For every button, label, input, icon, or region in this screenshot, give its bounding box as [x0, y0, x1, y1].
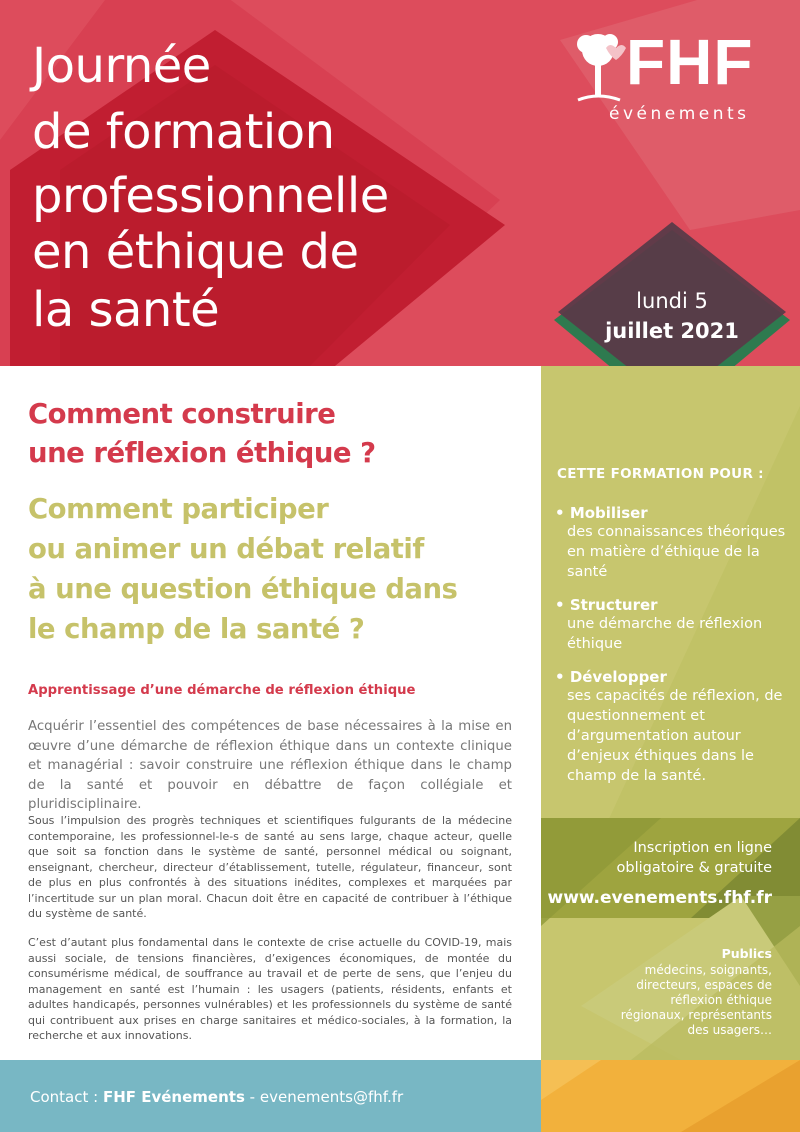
title-line-2: de formation	[32, 104, 335, 160]
question-2-line-2: ou animer un débat relatif	[28, 533, 424, 565]
event-date-day: lundi 5	[636, 289, 708, 313]
objective-item: • Développer ses capacités de réflexion, de questionnement et d’argumentation autour d’enjeux éthiques dans le champ de la santé.	[555, 668, 795, 786]
contact-separator: -	[249, 1088, 256, 1106]
footer-accent	[541, 1060, 800, 1132]
footer-contact-bar	[0, 1060, 541, 1132]
objective-item: • Structurer une démarche de réflexion éthique	[555, 596, 795, 654]
title-line-4: en éthique de	[32, 224, 359, 280]
footer-accent-pattern	[541, 1060, 800, 1132]
logo-subtitle: événements	[609, 104, 750, 124]
objective-title: Mobiliser	[569, 504, 648, 522]
body-paragraph-1: Sous l’impulsion des progrès techniques et scientifiques fulgurants de la médecine contemporaine, les professionnel-le-s de santé au sens large, chaque acteur, quelle que soit sa fonction dans le système de santé, personnel médical ou soignant, enseignant, chercheur, directeur d’établissement, tutelle, régulateur, financeur, sont de plus en plus confrontés à des situations inédites, complexes et marquées par l’incertitude sur un plan moral. Chacun doit être en capacité de contribuer à l’éthique du système de santé.	[28, 814, 512, 920]
objective-body: des connaissances théoriques en matière d’éthique de la santé	[567, 524, 786, 580]
logo-fhf: FHF	[626, 26, 754, 98]
publics-title: Publics	[721, 946, 772, 961]
sidebar-heading: CETTE FORMATION POUR :	[557, 466, 764, 482]
sidebar	[541, 366, 800, 1060]
objective-title: Structurer	[569, 596, 658, 614]
title-line-3: professionnelle	[32, 168, 389, 224]
website-link[interactable]: www.evenements.fhf.fr	[547, 888, 772, 908]
title-line-5: la santé	[32, 282, 220, 338]
question-1-line-2: une réflexion éthique ?	[28, 437, 376, 469]
contact-label: Contact :	[30, 1088, 99, 1106]
title-line-1: Journée	[32, 38, 211, 94]
header-banner	[0, 0, 800, 366]
contact-line	[30, 1088, 403, 1106]
question-1-line-1: Comment construire	[28, 398, 336, 430]
publics-list: médecins, soignants, directeurs, espaces de réflexion éthique régionaux, représentants des usagers…	[620, 963, 772, 1037]
body-paragraph-2: C’est d’autant plus fondamental dans le contexte de crise actuelle du COVID-19, mais aussi sociale, de tensions financières, d’exigences économiques, de montée du consumérisme médical, de souffrance au travail et de perte de sens, que l’enjeu du management en santé est l’humain : les usagers (patients, résidents, enfants et adultes handicapés, personnes vulnérables) et les professionnels du système de santé qui contribuent aux prises en charge sanitaires et médico-sociales, à la formation, la recherche et aux innovations.	[28, 936, 512, 1042]
question-2-line-1: Comment participer	[28, 493, 329, 525]
event-date-month: juillet 2021	[605, 319, 739, 343]
objectives-list	[555, 504, 795, 800]
inscription-line-1: Inscription en ligne	[633, 840, 772, 856]
objective-item: • Mobiliser des connaissances théoriques en matière d’éthique de la santé	[555, 504, 795, 582]
intro-paragraph: Acquérir l’essentiel des compétences de base nécessaires à la mise en œuvre d’une démarche de réflexion éthique dans un contexte clinique et managérial : savoir construire une réflexion éthique dans le champ de la santé et pouvoir en débattre de façon collégiale et pluridisciplinaire.	[28, 719, 512, 812]
main-content	[0, 366, 541, 1060]
section-subtitle: Apprentissage d’une démarche de réflexion éthique	[28, 683, 416, 698]
tree-logo-icon	[568, 28, 628, 108]
objective-title: Développer	[569, 668, 667, 686]
objective-body: une démarche de réflexion éthique	[567, 616, 763, 652]
contact-organization: FHF Evénements	[102, 1088, 245, 1106]
question-2-line-4: le champ de la santé ?	[28, 613, 365, 645]
objective-body: ses capacités de réflexion, de questionnement et d’argumentation autour d’enjeux éthiques dans le champ de la santé.	[567, 688, 783, 784]
contact-email-link[interactable]: evenements@fhf.fr	[259, 1088, 404, 1106]
inscription-line-2: obligatoire & gratuite	[616, 860, 772, 876]
question-2-line-3: à une question éthique dans	[28, 573, 458, 605]
